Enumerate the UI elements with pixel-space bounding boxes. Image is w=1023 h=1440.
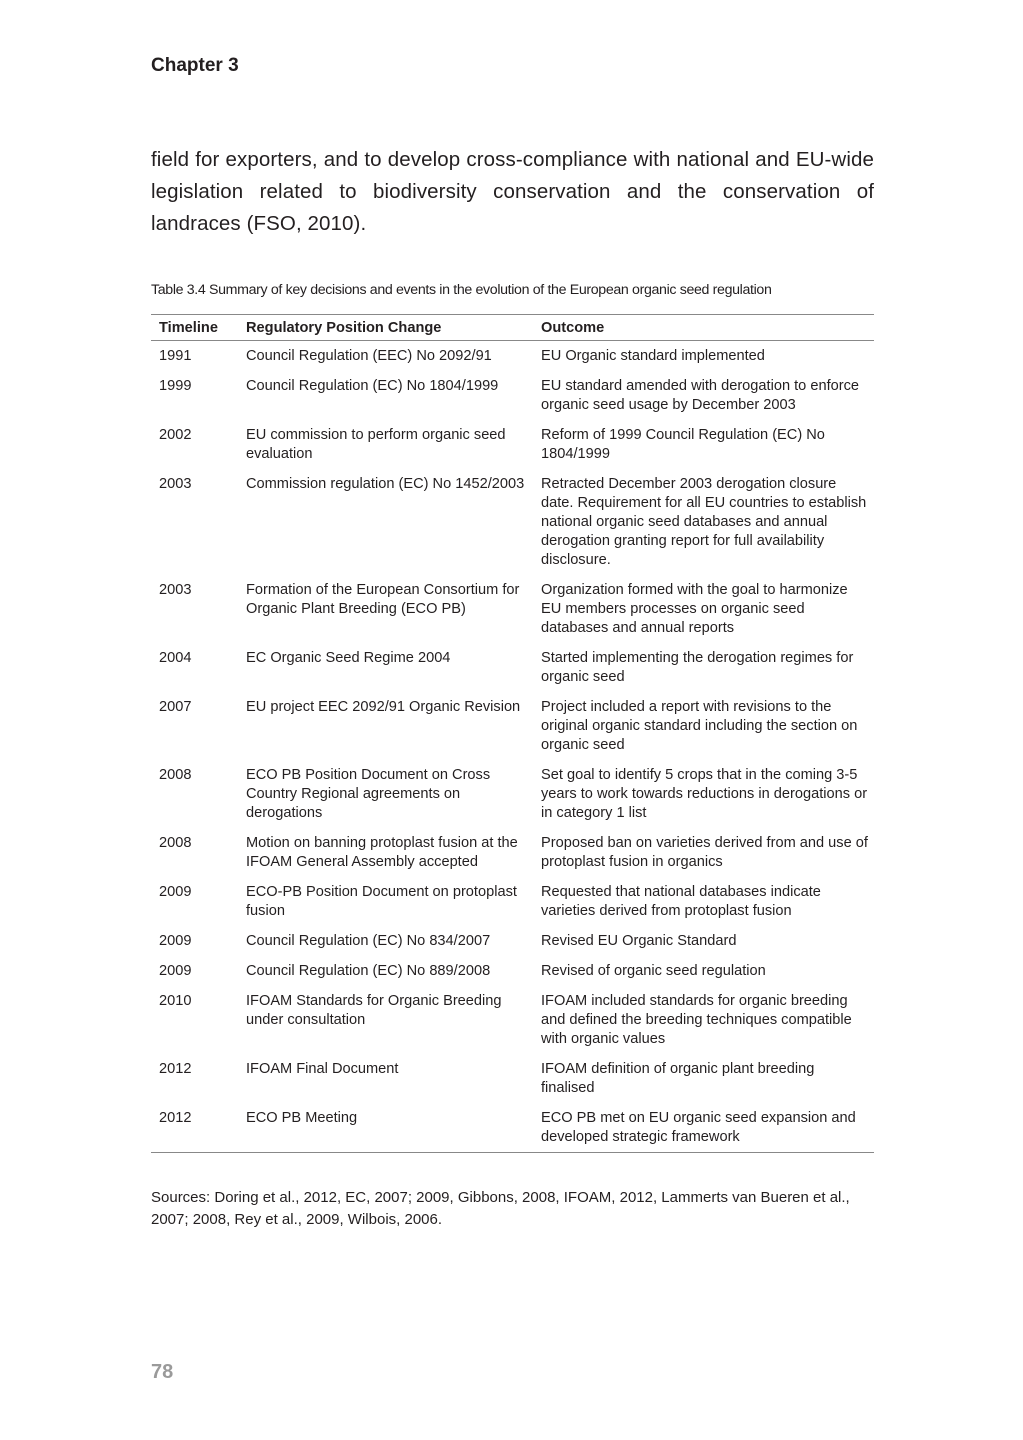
cell-timeline: 2008: [159, 835, 192, 851]
cell-regulatory-change: ECO PB Meeting: [246, 1110, 358, 1126]
cell-timeline: 2003: [159, 582, 192, 598]
table-row: [151, 371, 874, 420]
table-row: [151, 760, 874, 828]
table-row: [151, 575, 874, 643]
cell-outcome: Revised EU Organic Standard: [541, 933, 737, 949]
cell-outcome: Set goal to identify 5 crops that in the coming 3-5 years to work towards reductions in derogations or in category 1 list: [541, 767, 868, 821]
cell-regulatory-change: EU project EEC 2092/91 Organic Revision: [246, 699, 521, 715]
regulation-table: [151, 314, 874, 1153]
cell-timeline: 2007: [159, 699, 192, 715]
table-row: [151, 643, 874, 692]
cell-regulatory-change: EU commission to perform organic seed evaluation: [246, 427, 506, 462]
cell-timeline: 2010: [159, 993, 192, 1009]
cell-regulatory-change: Formation of the European Consortium for Organic Plant Breeding (ECO PB): [246, 582, 520, 617]
cell-regulatory-change: ECO PB Position Document on Cross Country Regional agreements on derogations: [246, 767, 491, 821]
cell-outcome: Retracted December 2003 derogation closure date. Requirement for all EU countries to establish national organic seed databases and annual derogation granting report for full availability disclosure.: [541, 476, 867, 568]
table-row: [151, 341, 874, 372]
cell-outcome: EU standard amended with derogation to enforce organic seed usage by December 2003: [541, 378, 860, 413]
cell-timeline: 2009: [159, 884, 192, 900]
cell-timeline: 2009: [159, 933, 192, 949]
cell-outcome: Revised of organic seed regulation: [541, 963, 766, 979]
cell-regulatory-change: Commission regulation (EC) No 1452/2003: [246, 476, 525, 492]
column-header-timeline: Timeline: [159, 320, 218, 336]
cell-timeline: 1991: [159, 348, 192, 364]
cell-regulatory-change: Council Regulation (EC) No 889/2008: [246, 963, 491, 979]
cell-outcome: ECO PB met on EU organic seed expansion and developed strategic framework: [541, 1110, 856, 1145]
cell-timeline: 1999: [159, 378, 192, 394]
table-sources: Sources: Doring et al., 2012, EC, 2007; 2009, Gibbons, 2008, IFOAM, 2012, Lammerts van Bueren et al., 2007; 2008, Rey et al., 2009, Wilbois, 2006.: [151, 1189, 850, 1228]
cell-outcome: Project included a report with revisions to the original organic standard including the section on organic seed: [541, 699, 858, 753]
cell-timeline: 2012: [159, 1110, 192, 1126]
table-row: [151, 1054, 874, 1103]
table-row: [151, 420, 874, 469]
cell-timeline: 2009: [159, 963, 192, 979]
table-row: [151, 877, 874, 926]
cell-outcome: Started implementing the derogation regimes for organic seed: [541, 650, 854, 685]
cell-outcome: Requested that national databases indicate varieties derived from protoplast fusion: [541, 884, 821, 919]
cell-outcome: IFOAM included standards for organic breeding and defined the breeding techniques compatible with organic values: [541, 993, 852, 1047]
table-row: [151, 926, 874, 956]
cell-regulatory-change: Council Regulation (EC) No 1804/1999: [246, 378, 499, 394]
cell-outcome: IFOAM definition of organic plant breeding finalised: [541, 1061, 815, 1096]
table-row: [151, 986, 874, 1054]
table-row: [151, 692, 874, 760]
cell-regulatory-change: EC Organic Seed Regime 2004: [246, 650, 451, 666]
table-caption: Table 3.4 Summary of key decisions and events in the evolution of the European organic seed regulation: [151, 282, 772, 298]
cell-outcome: EU Organic standard implemented: [541, 348, 765, 364]
cell-regulatory-change: IFOAM Final Document: [246, 1061, 399, 1077]
chapter-heading: Chapter 3: [151, 55, 239, 76]
cell-regulatory-change: Council Regulation (EC) No 834/2007: [246, 933, 491, 949]
table-row: [151, 828, 874, 877]
body-paragraph: field for exporters, and to develop cross-compliance with national and EU-wide legislation related to biodiversity conservation and the conservation of landraces (FSO, 2010).: [151, 148, 874, 235]
cell-timeline: 2002: [159, 427, 192, 443]
cell-timeline: 2004: [159, 650, 192, 666]
cell-outcome: Organization formed with the goal to harmonize EU members processes on organic seed databases and annual reports: [541, 582, 848, 636]
cell-regulatory-change: ECO-PB Position Document on protoplast fusion: [246, 884, 517, 919]
cell-outcome: Reform of 1999 Council Regulation (EC) No 1804/1999: [541, 427, 825, 462]
cell-outcome: Proposed ban on varieties derived from and use of protoplast fusion in organics: [541, 835, 868, 870]
cell-timeline: 2003: [159, 476, 192, 492]
cell-regulatory-change: Motion on banning protoplast fusion at the IFOAM General Assembly accepted: [246, 835, 518, 870]
table-row: [151, 1103, 874, 1153]
table-row: [151, 469, 874, 575]
table-header-row: [151, 315, 874, 341]
page-number: 78: [151, 1361, 174, 1383]
cell-timeline: 2012: [159, 1061, 192, 1077]
column-header-outcome: Outcome: [541, 320, 605, 336]
cell-regulatory-change: IFOAM Standards for Organic Breeding under consultation: [246, 993, 502, 1028]
table-row: [151, 956, 874, 986]
cell-regulatory-change: Council Regulation (EEC) No 2092/91: [246, 348, 492, 364]
column-header-regulatory-change: Regulatory Position Change: [246, 320, 442, 336]
cell-timeline: 2008: [159, 767, 192, 783]
